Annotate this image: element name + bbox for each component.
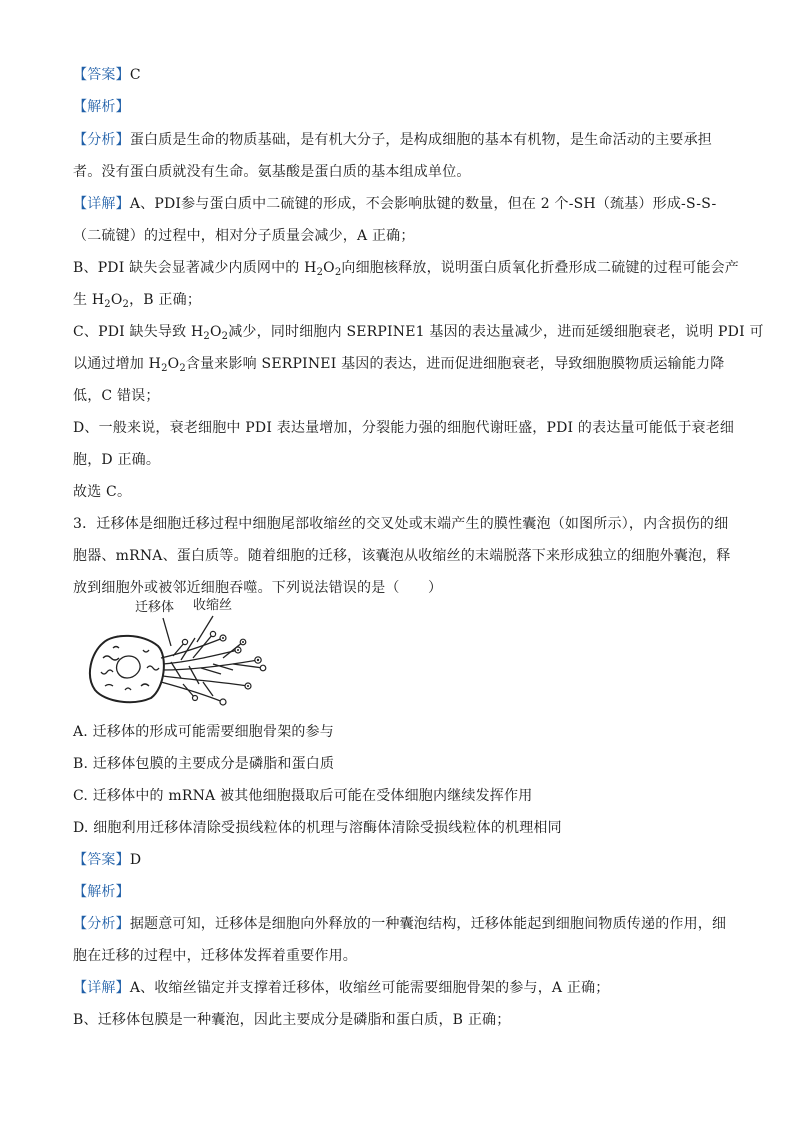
- subscript: 2: [334, 267, 342, 278]
- q3-option-B: B. 迁移体包膜的主要成分是磷脂和蛋白质: [73, 756, 335, 772]
- answer-value: D: [129, 852, 142, 868]
- detail-text: A、PDI参与蛋白质中二硫键的形成，不会影响肽键的数量，但在 2 个-SH（巯基）形成-S-S-: [129, 196, 717, 212]
- q2-detail-B-line-2: [73, 291, 201, 314]
- text-segment: 含量来影响 SERPINEI 基因的表达，进而促进细胞衰老，导致细胞膜物质运输能力降: [185, 356, 725, 372]
- text-segment: ，B 正确；: [129, 292, 202, 308]
- subscript: 2: [161, 363, 168, 374]
- q3-detail-A: [73, 979, 609, 997]
- q3-option-D: D. 细胞利用迁移体清除受损线粒体的机理与溶酶体清除受损线粒体的机理相同: [73, 820, 562, 836]
- subscript: 2: [221, 331, 229, 342]
- fenxi-tag: 【分析】: [73, 916, 130, 932]
- fenxi-text: 蛋白质是生命的物质基础，是有机大分子，是构成细胞的基本有机物，是生命活动的主要承担: [129, 132, 713, 148]
- text-segment: C、PDI 缺失导致 H: [73, 324, 204, 340]
- text-segment: O: [323, 260, 335, 276]
- xiangjie-tag: 【详解】: [73, 196, 130, 212]
- fenxi-text: 据题意可知，迁移体是细胞向外释放的一种囊泡结构，迁移体能起到细胞间物质传递的作用，细: [129, 916, 727, 932]
- q3-option-C: C. 迁移体中的 mRNA 被其他细胞摄取后可能在受体细胞内继续发挥作用: [73, 788, 533, 804]
- analysis-tag: 【解析】: [73, 884, 130, 900]
- text-segment: 生 H: [73, 292, 105, 308]
- q2-detail-B-line-1: [73, 259, 739, 282]
- fenxi-tag: 【分析】: [73, 132, 130, 148]
- migrasome-figure: [73, 598, 283, 710]
- q2-detail-D-line-1: D、一般来说，衰老细胞中 PDI 表达量增加，分裂能力强的细胞代谢旺盛，PDI 的表达量可能低于衰老细: [73, 420, 735, 436]
- q2-detail-A-line-1: [73, 195, 716, 213]
- text-segment: 以通过增加 H: [73, 356, 162, 372]
- q3-stem-line-3: 放到细胞外或被邻近细胞吞噬。下列说法错误的是（ ）: [73, 580, 443, 596]
- figure-label-fiber: 收缩丝: [193, 598, 233, 613]
- q2-analysis-heading: [73, 98, 130, 116]
- answer-tag: 【答案】: [73, 67, 130, 83]
- q2-detail-A-line-2: （二硫键）的过程中，相对分子质量会减少，A 正确；: [73, 228, 415, 244]
- q2-fenxi-line-1: [73, 131, 712, 149]
- q2-detail-C-line-1: [73, 323, 764, 346]
- q3-detail-B: B、迁移体包膜是一种囊泡，因此主要成分是磷脂和蛋白质，B 正确；: [73, 1012, 511, 1028]
- q2-fenxi-line-2: 者。没有蛋白质就没有生命。氨基酸是蛋白质的基本组成单位。: [73, 164, 471, 180]
- q2-detail-C-line-2: [73, 355, 724, 378]
- q2-answer-line: [73, 66, 141, 84]
- text-segment: 减少，同时细胞内 SERPINE1 基因的表达量减少，进而延缓细胞衰老，说明 PDI 可: [228, 324, 764, 340]
- q3-option-A: A. 迁移体的形成可能需要细胞骨架的参与: [73, 724, 335, 740]
- q3-stem-line-2: 胞器、mRNA、蛋白质等。随着细胞的迁移，该囊泡从收缩丝的末端脱落下来形成独立的细胞外囊泡，释: [73, 548, 731, 564]
- text-segment: O: [167, 356, 180, 372]
- answer-value: C: [129, 67, 141, 83]
- q2-detail-D-line-2: 胞，D 正确。: [73, 452, 161, 468]
- subscript: 2: [316, 267, 324, 278]
- text-segment: O: [110, 292, 123, 308]
- subscript: 2: [179, 363, 186, 374]
- q3-stem-line-1: 3．迁移体是细胞迁移过程中细胞尾部收缩丝的交叉处或末端产生的膜性囊泡（如图所示），内含损伤的细: [73, 516, 729, 532]
- answer-tag: 【答案】: [73, 852, 130, 868]
- figure-label-migrasome: 迁移体: [135, 600, 175, 615]
- analysis-tag: 【解析】: [73, 99, 130, 115]
- q3-analysis-heading: [73, 883, 130, 901]
- xiangjie-tag: 【详解】: [73, 980, 130, 996]
- q3-fenxi-line-2: 胞在迁移的过程中，迁移体发挥着重要作用。: [73, 948, 357, 964]
- q3-answer-line: [73, 851, 141, 869]
- subscript: 2: [104, 299, 111, 310]
- subscript: 2: [122, 299, 130, 310]
- q2-detail-C-line-3: 低，C 错误；: [73, 388, 160, 404]
- detail-text: A、收缩丝锚定并支撑着迁移体，收缩丝可能需要细胞骨架的参与，A 正确；: [129, 980, 610, 996]
- text-segment: 向细胞核释放，说明蛋白质氧化折叠形成二硫键的过程可能会产: [341, 260, 739, 276]
- q2-conclusion: 故选 C。: [73, 484, 132, 500]
- q3-fenxi-line-1: [73, 915, 726, 933]
- cell-drawing: [73, 598, 283, 710]
- text-segment: O: [209, 324, 222, 340]
- text-segment: B、PDI 缺失会显著减少内质网中的 H: [73, 260, 317, 276]
- subscript: 2: [203, 331, 210, 342]
